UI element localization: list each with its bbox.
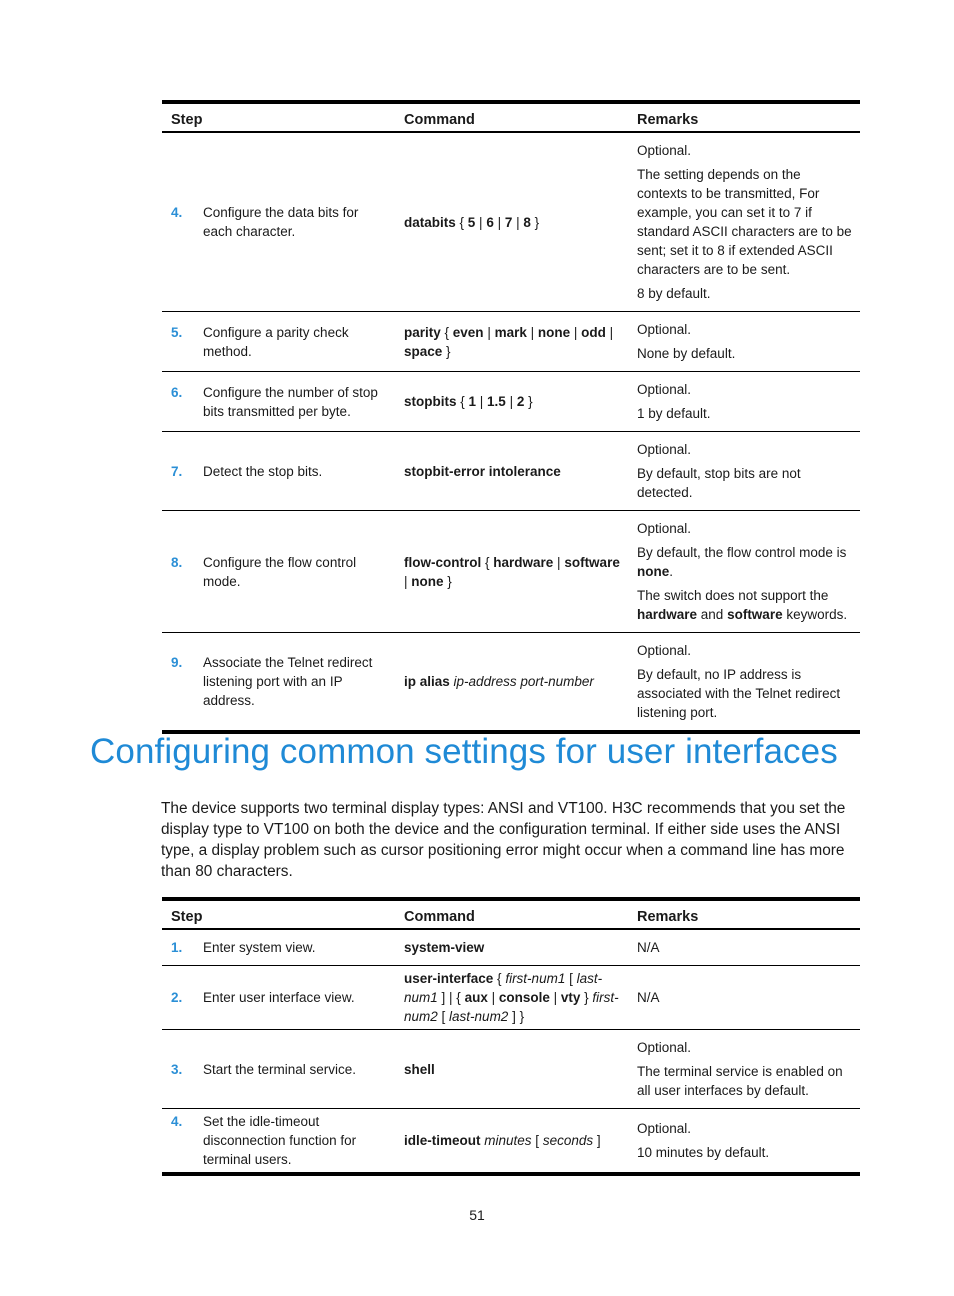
syntax-text: Optional. xyxy=(637,1121,692,1136)
syntax-text: Optional. xyxy=(637,442,692,457)
syntax-text: } xyxy=(530,214,540,230)
step-description: Configure a parity check method. xyxy=(203,324,349,359)
remark-paragraph xyxy=(637,404,854,423)
header-step: Step xyxy=(162,899,395,929)
argument-text: last-num1 xyxy=(404,971,603,1005)
step-description: Enter system view. xyxy=(203,940,316,955)
syntax-text: | xyxy=(493,214,505,230)
syntax-text: and xyxy=(697,607,728,622)
step-cell xyxy=(162,312,395,372)
keyword-text: console xyxy=(498,990,550,1005)
step-number: 7. xyxy=(171,463,183,479)
remark-paragraph xyxy=(637,284,854,303)
remarks-cell xyxy=(628,966,860,1030)
table-row xyxy=(162,929,860,966)
step-cell xyxy=(162,966,395,1030)
step-cell xyxy=(162,372,395,432)
table-row xyxy=(162,1030,860,1109)
syntax-text: | xyxy=(570,324,582,340)
keyword-text: parity xyxy=(404,324,441,340)
keyword-text: databits xyxy=(404,214,456,230)
table-row xyxy=(162,432,860,511)
remarks-cell xyxy=(628,432,860,511)
syntax-text: The terminal service is enabled on all user interfaces by default. xyxy=(637,1064,843,1098)
syntax-text: By default, no IP address is associated with the Telnet redirect listening port. xyxy=(637,667,841,720)
remark-paragraph xyxy=(637,1038,854,1057)
syntax-text: [ xyxy=(565,971,577,986)
remark-paragraph xyxy=(637,1143,854,1162)
command-cell xyxy=(395,1030,628,1109)
table-row xyxy=(162,633,860,733)
step-description: Configure the flow control mode. xyxy=(203,554,357,589)
keyword-text: 1 xyxy=(468,394,477,409)
syntax-text: ] xyxy=(593,1133,601,1148)
step-cell xyxy=(162,132,395,312)
syntax-text: ] | { xyxy=(437,990,465,1005)
header-step: Step xyxy=(162,102,395,132)
keyword-text: none xyxy=(411,573,444,589)
keyword-text: 2 xyxy=(516,394,525,409)
table-row xyxy=(162,372,860,432)
table-body xyxy=(162,132,860,732)
header-remarks: Remarks xyxy=(628,899,860,929)
remark-paragraph xyxy=(637,938,854,957)
syntax-text: The setting depends on the contexts to be transmitted, For example, you can set it to 7 if standard ASCII characters are to be sent; set it to 8 if extended ASCII characters are to be sent. xyxy=(637,167,852,277)
argument-text: first-num1 xyxy=(505,971,566,986)
section-intro-paragraph: The device supports two terminal display types: ANSI and VT100. H3C recommends that you set the display type to VT100 on both the device and the configuration terminal. If either side uses the ANSI type, a display problem such as cursor positioning error might occur when a command line has more than 80 characters. xyxy=(161,800,846,880)
keyword-text: software xyxy=(564,554,620,570)
step-cell xyxy=(162,1030,395,1109)
page-number: 51 xyxy=(469,1207,485,1223)
command-table-serial-settings xyxy=(162,100,860,734)
command-cell xyxy=(395,132,628,312)
command-cell xyxy=(395,372,628,432)
syntax-text: { xyxy=(455,214,468,230)
step-number: 8. xyxy=(171,554,183,570)
header-remarks: Remarks xyxy=(628,102,860,132)
keyword-text: 7 xyxy=(504,214,513,230)
remarks-cell xyxy=(628,633,860,733)
command-cell xyxy=(395,929,628,966)
keyword-text: none xyxy=(537,324,571,340)
syntax-text: Optional. xyxy=(637,322,692,337)
table-row xyxy=(162,312,860,372)
step-cell xyxy=(162,432,395,511)
step-number: 1. xyxy=(171,940,183,955)
syntax-text: { xyxy=(440,324,453,340)
syntax-text: { xyxy=(493,971,506,986)
syntax-text: | xyxy=(549,990,561,1005)
remark-paragraph xyxy=(637,988,854,1007)
step-number: 6. xyxy=(171,384,183,400)
command-cell xyxy=(395,511,628,633)
syntax-text: The switch does not support the xyxy=(637,588,829,603)
step-cell xyxy=(162,1109,395,1175)
table-row xyxy=(162,132,860,312)
syntax-text: Optional. xyxy=(637,143,692,158)
keyword-text: aux xyxy=(464,990,488,1005)
step-cell xyxy=(162,511,395,633)
remark-paragraph xyxy=(637,1062,854,1100)
table-row xyxy=(162,1109,860,1175)
syntax-text: { xyxy=(456,394,469,409)
keyword-text: 1.5 xyxy=(487,394,506,409)
syntax-text: . xyxy=(669,564,674,579)
command-cell xyxy=(395,312,628,372)
syntax-text: By default, the flow control mode is xyxy=(637,545,847,560)
step-description: Configure the data bits for each character. xyxy=(203,205,359,239)
remarks-cell xyxy=(628,511,860,633)
keyword-text: flow-control xyxy=(404,554,482,570)
step-description: Detect the stop bits. xyxy=(203,463,323,479)
remark-paragraph xyxy=(637,641,854,660)
section-title: Configuring common settings for user interfaces xyxy=(90,732,838,771)
syntax-text: | xyxy=(476,394,488,409)
command-cell xyxy=(395,1109,628,1175)
syntax-text: } xyxy=(580,990,593,1005)
syntax-text: } xyxy=(442,343,451,359)
step-number: 4. xyxy=(171,1114,183,1129)
step-number: 3. xyxy=(171,1061,183,1077)
header-command: Command xyxy=(395,102,628,132)
remark-paragraph xyxy=(637,543,854,581)
keyword-text: vty xyxy=(560,990,581,1005)
remark-paragraph xyxy=(637,344,854,363)
keyword-text: 5 xyxy=(467,214,476,230)
syntax-text: Optional. xyxy=(637,1040,692,1055)
syntax-text: [ xyxy=(531,1133,543,1148)
step-number: 4. xyxy=(171,205,183,220)
command-table-user-interface xyxy=(162,897,860,1176)
remark-paragraph xyxy=(637,665,854,722)
keyword-text: stopbits xyxy=(404,394,457,409)
argument-text: first-num2 xyxy=(404,990,619,1024)
keyword-text: software xyxy=(727,607,783,622)
syntax-text: 1 by default. xyxy=(637,406,711,421)
syntax-text: Optional. xyxy=(637,521,692,536)
syntax-text: | xyxy=(483,324,495,340)
keyword-text: user-interface xyxy=(404,971,494,986)
syntax-text: keywords. xyxy=(782,607,848,622)
keyword-text: none xyxy=(637,564,670,579)
step-description: Set the idle-timeout disconnection function for terminal users. xyxy=(203,1114,357,1167)
syntax-text: None by default. xyxy=(637,346,736,361)
step-cell xyxy=(162,633,395,733)
syntax-text: | xyxy=(512,214,524,230)
step-description: Start the terminal service. xyxy=(203,1061,357,1077)
syntax-text: [ xyxy=(437,1009,450,1024)
syntax-text: } xyxy=(524,394,533,409)
step-cell xyxy=(162,929,395,966)
step-description: Enter user interface view. xyxy=(203,990,355,1005)
step-description: Configure the number of stop bits transmitted per byte. xyxy=(203,384,378,419)
remarks-cell xyxy=(628,372,860,432)
argument-text: last-num2 xyxy=(449,1009,509,1024)
syntax-text: | xyxy=(475,214,487,230)
keyword-text: ip alias xyxy=(404,674,450,689)
keyword-text: space xyxy=(404,343,443,359)
keyword-text: 6 xyxy=(486,214,494,230)
remark-paragraph xyxy=(637,586,854,624)
step-number: 5. xyxy=(171,324,183,340)
keyword-text: stopbit-error intolerance xyxy=(404,463,561,479)
remark-paragraph xyxy=(637,464,854,502)
keyword-text: odd xyxy=(581,324,606,340)
remark-paragraph xyxy=(637,141,854,160)
keyword-text: hardware xyxy=(637,607,698,622)
table-row xyxy=(162,966,860,1030)
argument-text: ip-address port-number xyxy=(453,674,594,689)
header-command: Command xyxy=(395,899,628,929)
table-header-row xyxy=(162,899,860,929)
command-cell xyxy=(395,633,628,733)
keyword-text: mark xyxy=(494,324,527,340)
command-cell xyxy=(395,432,628,511)
keyword-text: idle-timeout xyxy=(404,1133,481,1148)
syntax-text: N/A xyxy=(637,940,660,955)
keyword-text: 8 xyxy=(523,214,531,230)
syntax-text: | xyxy=(404,573,412,589)
remarks-cell xyxy=(628,1030,860,1109)
syntax-text: ] } xyxy=(508,1009,525,1024)
table-row xyxy=(162,511,860,633)
syntax-text: Optional. xyxy=(637,382,692,397)
step-description: Associate the Telnet redirect listening port with an IP address. xyxy=(203,655,373,708)
remark-paragraph xyxy=(637,1119,854,1138)
syntax-text: N/A xyxy=(637,990,660,1005)
table-body xyxy=(162,929,860,1174)
step-number: 2. xyxy=(171,990,183,1005)
syntax-text: | xyxy=(605,324,614,340)
syntax-text: Optional. xyxy=(637,643,692,658)
syntax-text: | xyxy=(487,990,499,1005)
remarks-cell xyxy=(628,1109,860,1175)
remarks-cell xyxy=(628,132,860,312)
syntax-text: 8 by default. xyxy=(637,286,711,301)
command-cell xyxy=(395,966,628,1030)
argument-text: minutes xyxy=(484,1133,532,1148)
keyword-text: even xyxy=(452,324,484,340)
syntax-text: { xyxy=(481,554,494,570)
syntax-text: | xyxy=(553,554,565,570)
remark-paragraph xyxy=(637,165,854,279)
table-header-row xyxy=(162,102,860,132)
keyword-text: system-view xyxy=(404,940,485,955)
argument-text: seconds xyxy=(542,1133,594,1148)
syntax-text: | xyxy=(526,324,538,340)
syntax-text: 10 minutes by default. xyxy=(637,1145,770,1160)
keyword-text: hardware xyxy=(493,554,554,570)
remark-paragraph xyxy=(637,320,854,339)
remarks-cell xyxy=(628,312,860,372)
remarks-cell xyxy=(628,929,860,966)
syntax-text: } xyxy=(443,573,452,589)
keyword-text: shell xyxy=(404,1061,435,1077)
remark-paragraph xyxy=(637,380,854,399)
syntax-text: | xyxy=(505,394,517,409)
step-number: 9. xyxy=(171,655,183,670)
remark-paragraph xyxy=(637,440,854,459)
remark-paragraph xyxy=(637,519,854,538)
syntax-text: By default, stop bits are not detected. xyxy=(637,466,801,500)
